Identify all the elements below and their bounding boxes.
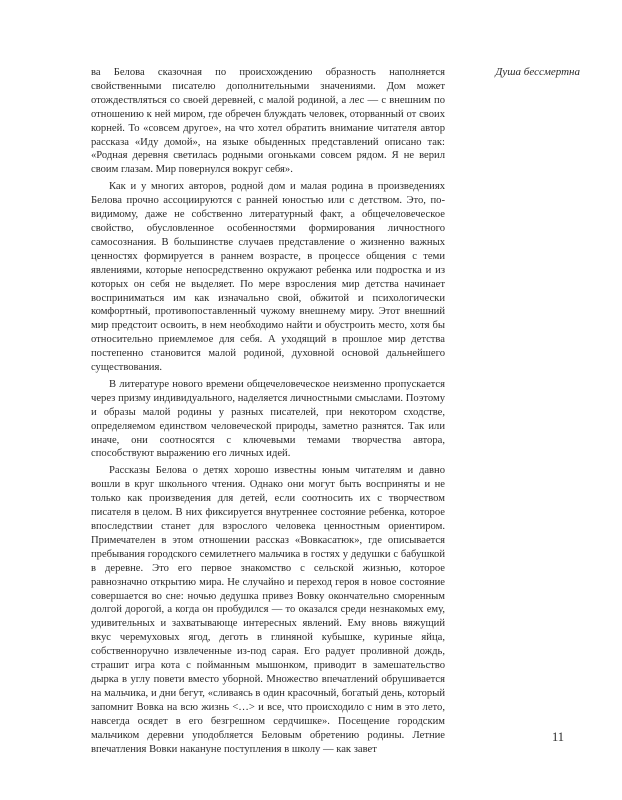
- body-text: [91, 66, 445, 756]
- running-head: Душа бессмертна: [495, 66, 580, 78]
- paragraph: Как и у многих авторов, родной дом и малая родина в произведениях Белова прочно ассоциируются с ранней юностью или с детством. Это, по-видимому, даже не собственно литературный факт, а общечеловеческое свойство, обусловленное особенностями формирования личностного самосознания. В большинстве случаев представление о жизненно важных ценностях формируется в раннем возрасте, в процессе общения с теми явлениями, которые непосредственно окружают ребенка или подростка и из которых он себя не выделяет. По мере взросления мир детства начинает восприниматься им как изначально свой, обжитой и психологически комфортный, противопоставленный чужому внешнему миру. Этот внешний мир предстоит освоить, в нем необходимо найти и обустроить место, хотя бы относительно приемлемое для себя. А уходящий в прошлое мир детства постепенно становится малой родиной, духовной основой дальнейшего существования.: [91, 181, 445, 374]
- page-number: 11: [552, 730, 565, 744]
- paragraph: Рассказы Белова о детях хорошо известны юным читателям и давно вошли в круг школьного чтения. Однако они могут быть восприняты и не только как произведения для детей, если соотносить их с творчеством писателя в целом. В них фиксируется внутреннее состояние ребенка, которое впоследствии станет для взрослого человека ценностным ориентиром. Примечателен в этом отношении рассказ «Вовкасатюк», где описывается пребывания городского семилетнего мальчика в гостях у дедушки с бабушкой в деревне. Это его первое знакомство с сельской жизнью, которое равнозначно открытию мира. Не случайно и переход героя в новое состояние совершается во сне: ночью дедушка привез Вовку окончательно сморенным долгой дорогой, а когда он пробудился — то оказался среди незнакомых ему, удивительных и захватывающе интересных явлений. Ему вновь вяжущий вкус черемуховых ягод, деготь в глиняной кубышке, куриные яйца, собственноручно извлеченные из-под сарая. Его радует проливной дождь, страшит игра кота с пойманным мышонком, приводит в замешательство дырка в углу повети вместо уборной. Множество впечатлений обрушивается на мальчика, и дни бегут, «сливаясь в один красочный, богатый день, который запомнит Вовка на всю жизнь <…> и все, что происходило с ним в это лето, навсегда осядет в его безгрешном сердчишке». Посещение городским мальчиком деревни уподобляется Беловым обретению родины. Летние впечатления Вовки накануне поступления в школу — как завет: [91, 465, 445, 755]
- paragraph-continued: ва Белова сказочная по происхождению образность наполняется свойственными писателю дополнительными значениями. Дом может отождествляться со своей деревней, с малой родиной, а лес — с внешним по отношению к ней миром, где обречен блуждать человек, оторванный от своих корней. То «совсем другое», на что хотел обратить внимание читателя автор рассказа «Иду домой», на языке обыденных представлений описано так: «Родная деревня светилась родными огоньками совсем рядом. Я не верил своим глазам. Мир повернулся вокруг себя».: [91, 67, 445, 176]
- paragraph: В литературе нового времени общечеловеческое неизменно пропускается через призму индивидуального, наделяется личностными смыслами. Поэтому и образы малой родины у разных писателей, при некотором сходстве, определяемом единством человеческой природы, заметно разнятся. Так или иначе, они соотносятся с ключевыми темами творчества автора, способствуют выражению его личных идей.: [91, 378, 445, 460]
